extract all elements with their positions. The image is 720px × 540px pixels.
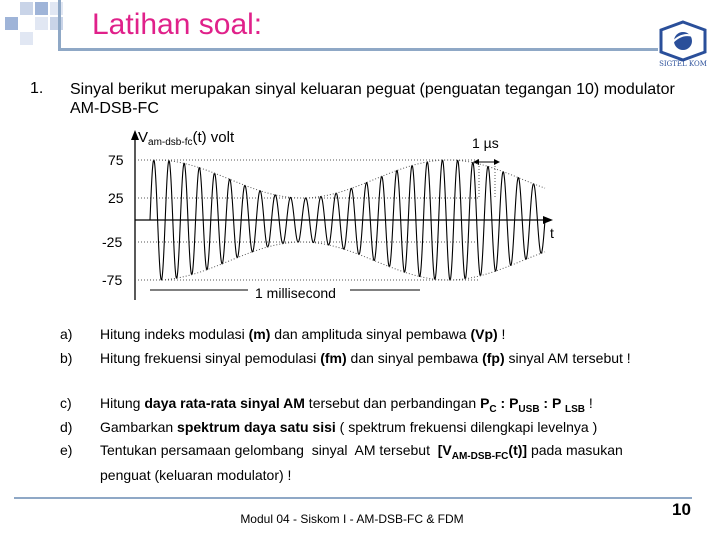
footer-rule — [14, 497, 692, 499]
item-text: Hitung daya rata-rata sinyal AM tersebut dan perbandingan $P_C$ : $P_{USB}$ : P $_{LSB}$ ! — [100, 395, 593, 415]
question-text: Sinyal berikut merupakan sinyal keluaran peguat (penguatan tegangan 10) modulator AM-DSB-FC — [70, 81, 675, 117]
y-label-tail: (t) volt — [192, 129, 235, 146]
slide-title: Latihan soal: — [92, 8, 263, 41]
item-text: Hitung indeks modulasi (m) dan amplituda sinyal pembawa (Vp) ! — [100, 326, 506, 342]
logo-text: SIGTEL KOM — [659, 60, 707, 68]
page-number: 10 — [672, 500, 691, 519]
sigtel-logo — [655, 20, 711, 68]
duration-label: 1 millisecond — [255, 285, 336, 301]
tick-25: 25 — [108, 190, 124, 206]
item-text: Hitung frekuensi sinyal pemodulasi (fm) dan sinyal pembawa (fp) sinyal AM tersebut ! — [100, 350, 631, 366]
item-label: b) — [60, 350, 73, 366]
title-rule — [58, 48, 658, 51]
item-label: c) — [60, 395, 72, 411]
y-label-sub: am-dsb-fc — [148, 137, 193, 148]
x-axis-label: t — [550, 225, 554, 241]
tick-m75: -75 — [102, 272, 123, 288]
y-label-main: V — [138, 129, 149, 146]
title-vertical-rule — [58, 0, 61, 49]
item-text: Tentukan persamaan gelombang sinyal AM tersebut $[V_{AM-DSB-FC}(t)]$ pada masukan penguat (keluaran modulator) ! — [100, 442, 623, 483]
tick-75: 75 — [108, 152, 124, 168]
question-number: 1. — [30, 80, 44, 97]
corner-decoration — [0, 0, 90, 60]
item-label: a) — [60, 326, 73, 342]
am-signal-figure — [90, 120, 580, 310]
footer-text: Modul 04 - Siskom I - AM-DSB-FC & FDM — [240, 512, 464, 526]
tick-m25: -25 — [102, 234, 123, 250]
item-text: Gambarkan spektrum daya satu sisi ( spektrum frekuensi dilengkapi levelnya ) — [100, 419, 598, 435]
item-label: d) — [60, 419, 73, 435]
period-label: 1 µs — [472, 135, 499, 151]
item-label: e) — [60, 442, 73, 458]
y-axis-label — [138, 129, 235, 148]
